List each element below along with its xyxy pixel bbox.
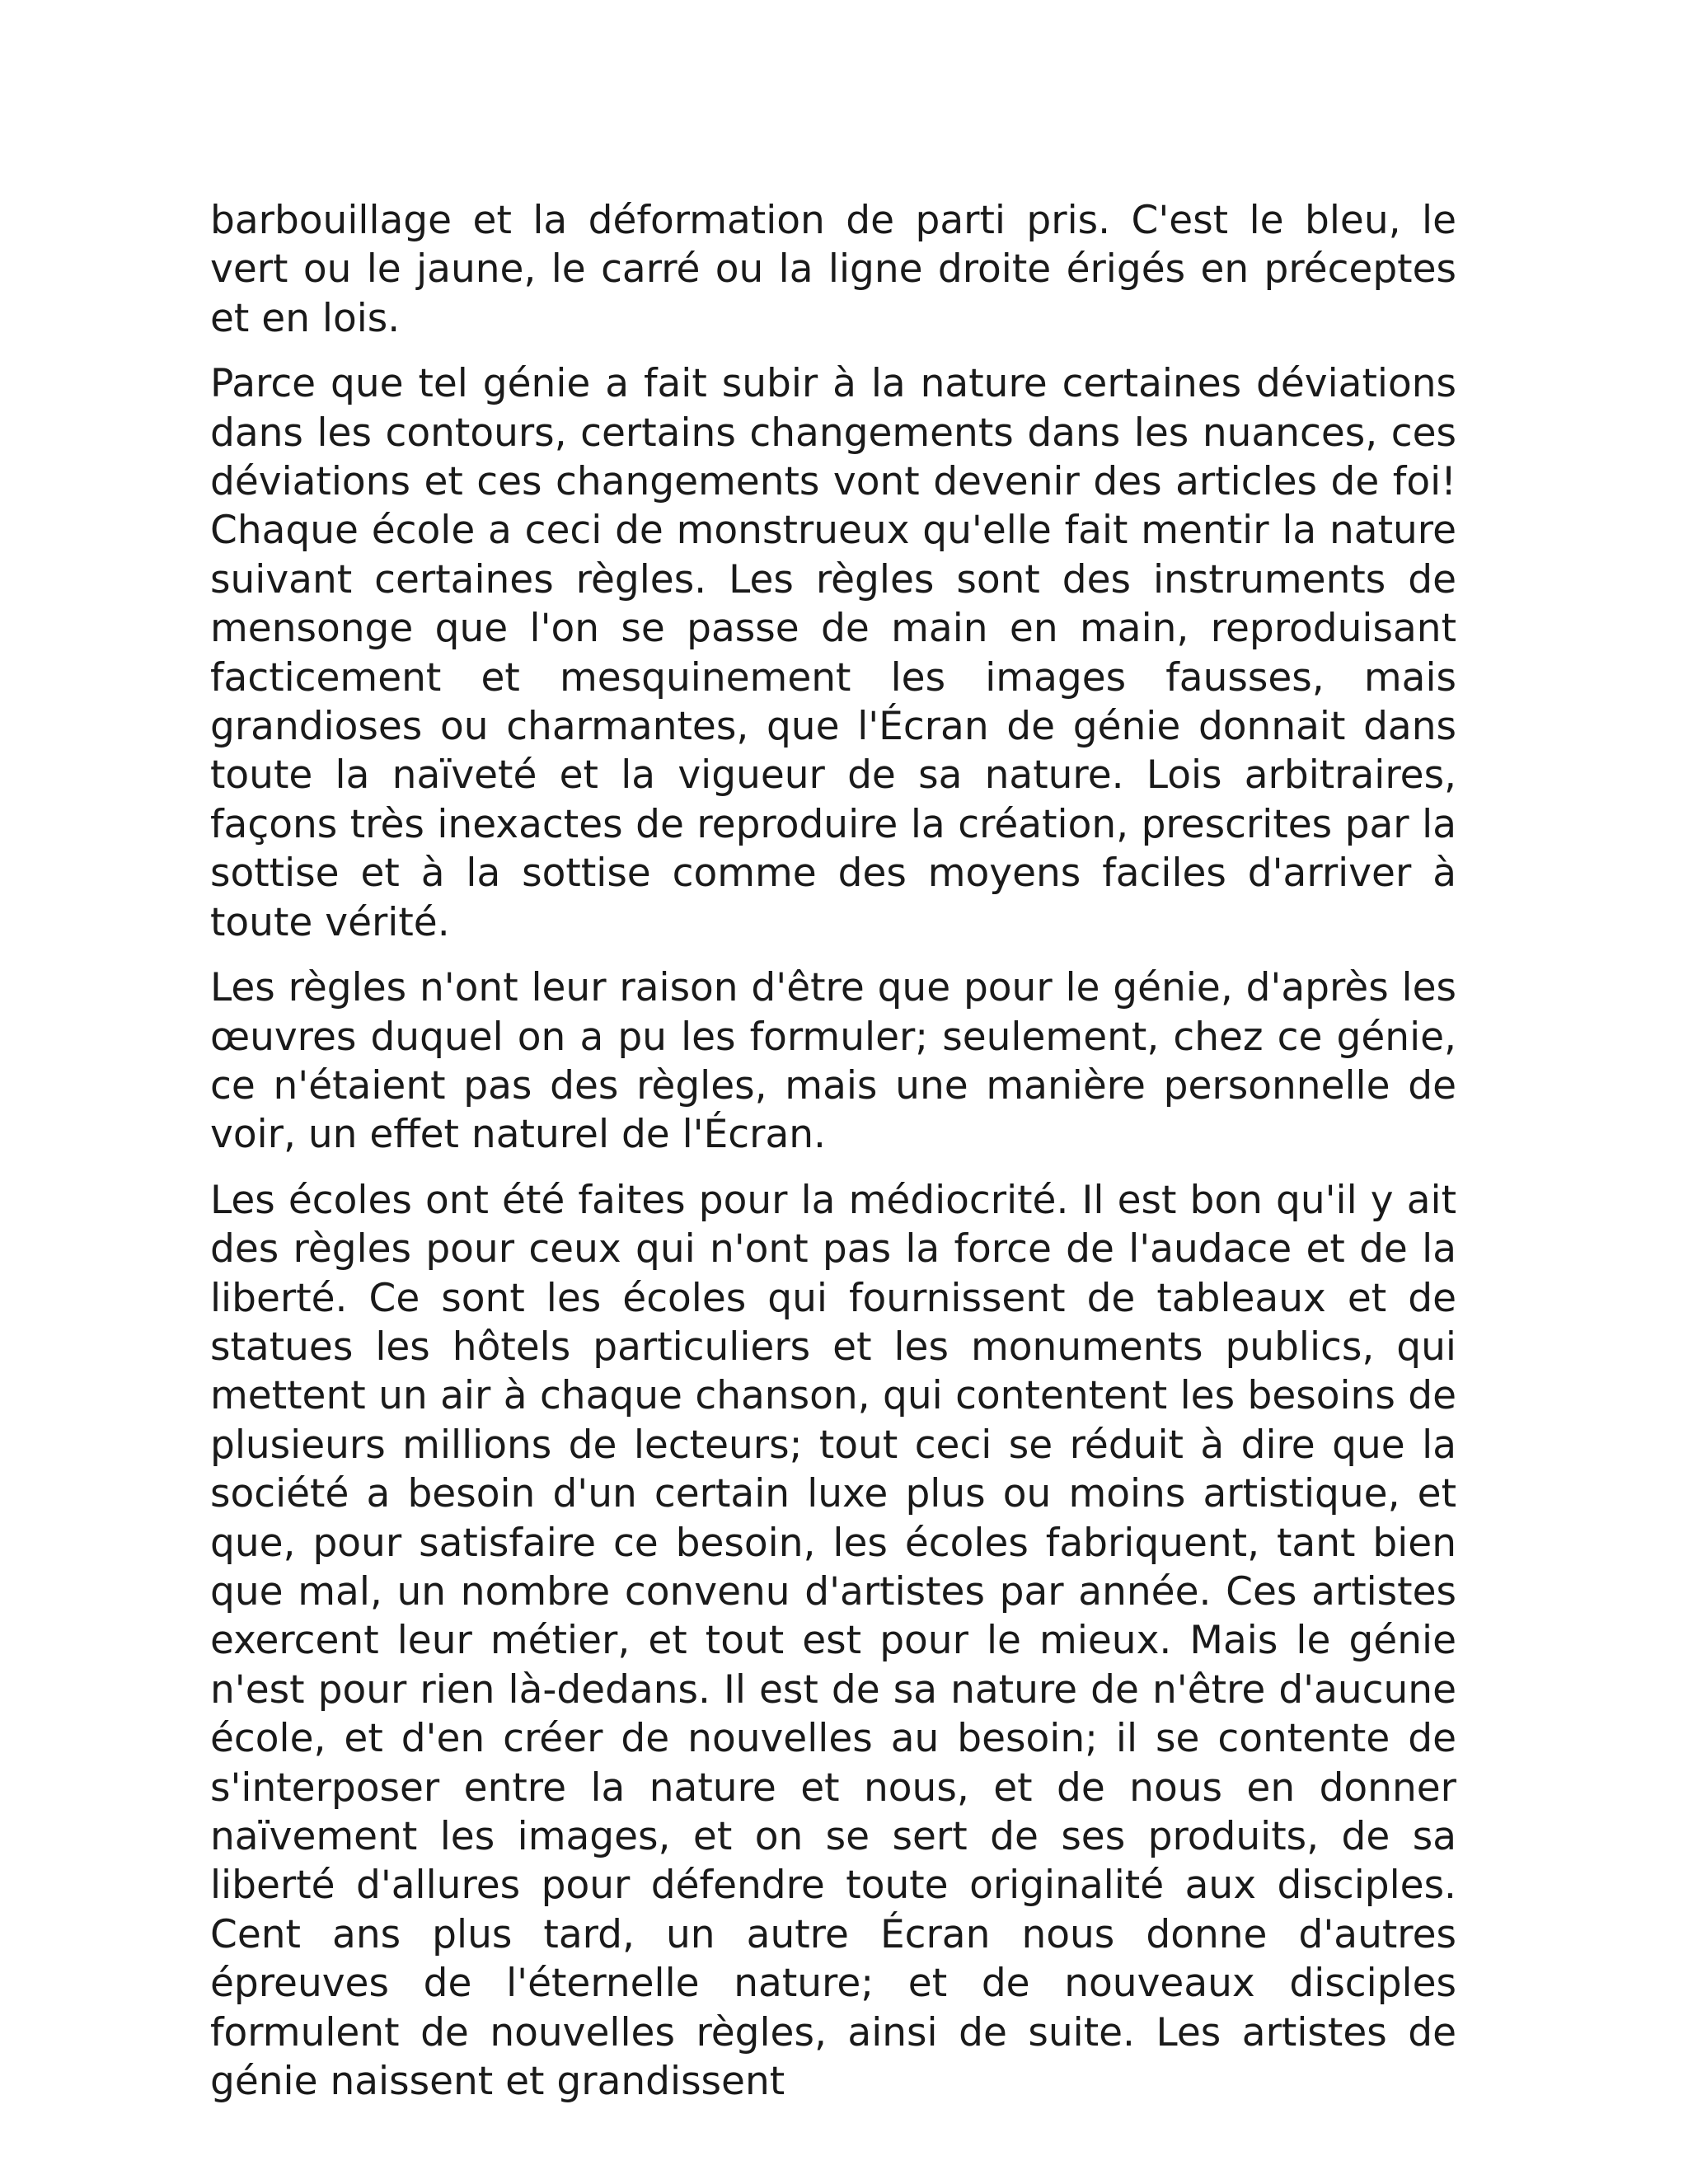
paragraph-1: barbouillage et la déformation de parti pris. C'est le bleu, le vert ou le jaune, le carré ou la ligne droite érigés en préceptes et en lois. [210,198,1456,341]
paragraph-3: Les règles n'ont leur raison d'être que pour le génie, d'après les œuvres duquel on a pu les formuler; seulement, chez ce génie, ce n'étaient pas des règles, mais une manière personnelle de voir, un effet naturel de l'Écran. [210,965,1456,1158]
document-page [210,196,1456,2122]
paragraph-4: Les écoles ont été faites pour la médiocrité. Il est bon qu'il y ait des règles pour ceux qui n'ont pas la force de l'audace et de la liberté. Ce sont les écoles qui fournissent de tableaux et de statues les hôtels particuliers et les monuments publics, qui mettent un air à chaque chanson, qui contentent les besoins de plusieurs millions de lecteurs; tout ceci se réduit à dire que la société a besoin d'un certain luxe plus ou moins artistique, et que, pour satisfaire ce besoin, les écoles fabriquent, tant bien que mal, un nombre convenu d'artistes par année. Ces artistes exercent leur métier, et tout est pour le mieux. Mais le génie n'est pour rien là-dedans. Il est de sa nature de n'être d'aucune école, et d'en créer de nouvelles au besoin; il se contente de s'interposer entre la nature et nous, et de nous en donner naïvement les images, et on se sert de ses produits, de sa liberté d'allures pour défendre toute originalité aux disciples. Cent ans plus tard, un autre Écran nous donne d'autres épreuves de l'éternelle nature; et de nouveaux disciples formulent de nouvelles règles, ainsi de suite. Les artistes de génie naissent et grandissent [210,1177,1456,2105]
paragraph-2: Parce que tel génie a fait subir à la nature certaines déviations dans les contours, certains changements dans les nuances, ces déviations et ces changements vont devenir des articles de foi! Chaque école a ceci de monstrueux qu'elle fait mentir la nature suivant certaines règles. Les règles sont des instruments de mensonge que l'on se passe de main en main, reproduisant facticement et mesquinement les images fausses, mais grandioses ou charmantes, que l'Écran de génie donnait dans toute la naïveté et la vigueur de sa nature. Lois arbitraires, façons très inexactes de reproduire la création, prescrites par la sottise et à la sottise comme des moyens faciles d'arriver à toute vérité. [210,361,1456,945]
